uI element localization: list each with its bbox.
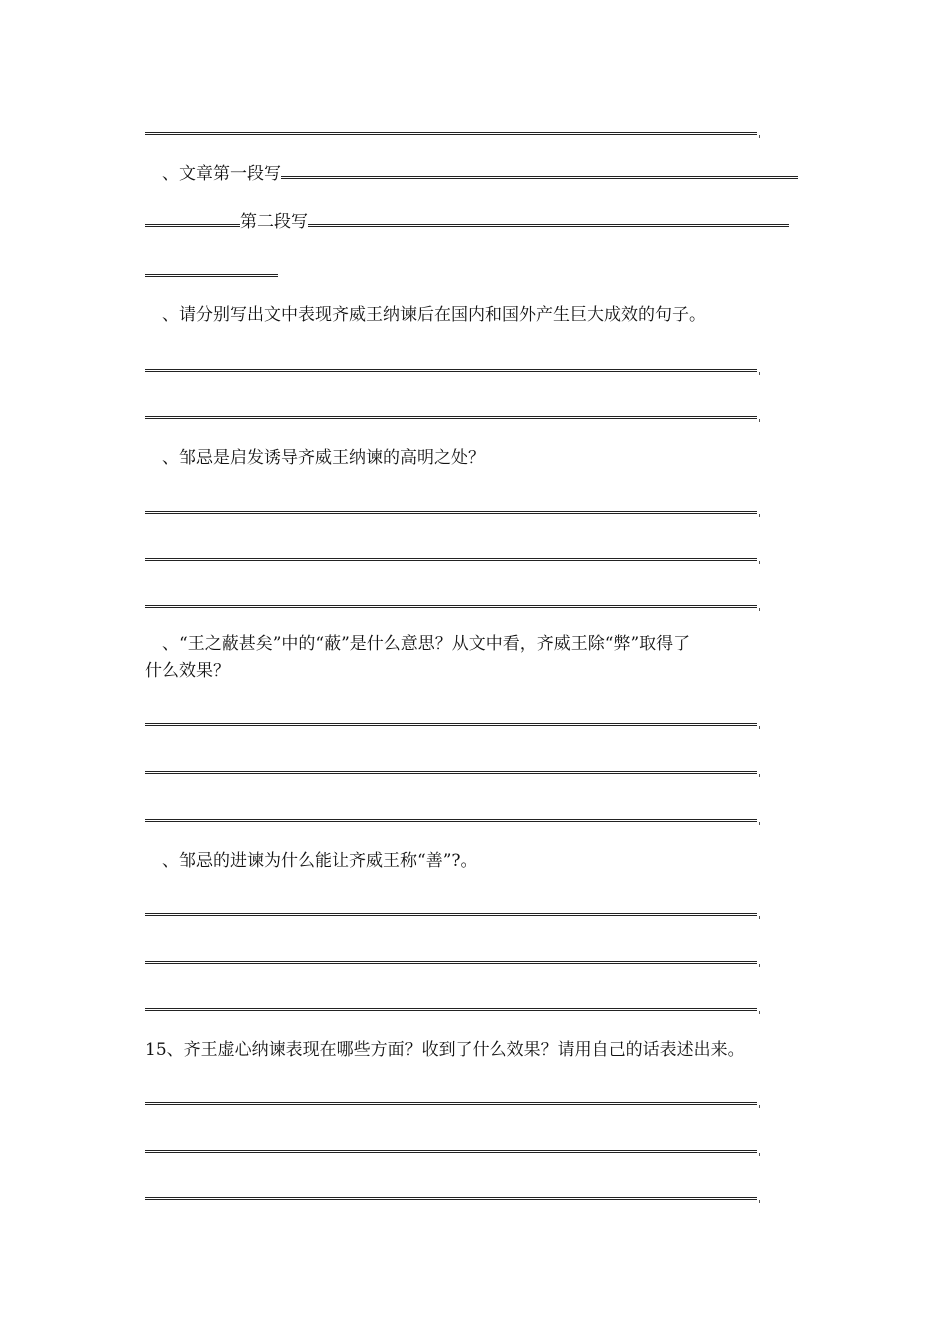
question-second-paragraph <box>145 210 789 234</box>
question-block <box>145 631 815 685</box>
inline-answer-blank[interactable] <box>145 223 240 227</box>
answer-line[interactable] <box>145 913 757 916</box>
answer-line[interactable] <box>145 416 757 419</box>
answer-line[interactable] <box>145 1150 757 1153</box>
question-first-paragraph <box>162 162 798 186</box>
answer-line[interactable] <box>145 819 757 822</box>
short-answer-blank[interactable] <box>145 274 278 277</box>
question-text: 、文章第一段写 <box>162 164 281 184</box>
answer-line[interactable] <box>145 1102 757 1105</box>
question-text: 第二段写 <box>240 212 308 232</box>
answer-line[interactable] <box>145 511 757 514</box>
question-text: 、邹忌的进谏为什么能让齐威王称“善”?。 <box>162 851 478 871</box>
answer-line[interactable] <box>145 723 757 726</box>
question-text: 、“王之蔽甚矣”中的“蔽”是什么意思？从文中看，齐威王除“弊”取得了 <box>162 634 691 654</box>
answer-line[interactable] <box>145 605 757 608</box>
answer-line[interactable] <box>145 1197 757 1200</box>
answer-line[interactable] <box>145 771 757 774</box>
inline-answer-blank[interactable] <box>308 223 789 227</box>
answer-line[interactable] <box>145 132 757 135</box>
answer-line[interactable] <box>145 961 757 964</box>
answer-line[interactable] <box>145 369 757 372</box>
question-text: 什么效果？ <box>145 661 230 681</box>
question-text: 、请分别写出文中表现齐威王纳谏后在国内和国外产生巨大成效的句子。 <box>162 305 706 325</box>
question-text: 15、齐王虚心纳谏表现在哪些方面？收到了什么效果？请用自己的话表述出来。 <box>145 1040 745 1060</box>
inline-answer-blank[interactable] <box>281 175 798 179</box>
answer-line[interactable] <box>145 558 757 561</box>
answer-line[interactable] <box>145 1008 757 1011</box>
question-text: 、邹忌是启发诱导齐威王纳谏的高明之处？ <box>162 448 485 468</box>
